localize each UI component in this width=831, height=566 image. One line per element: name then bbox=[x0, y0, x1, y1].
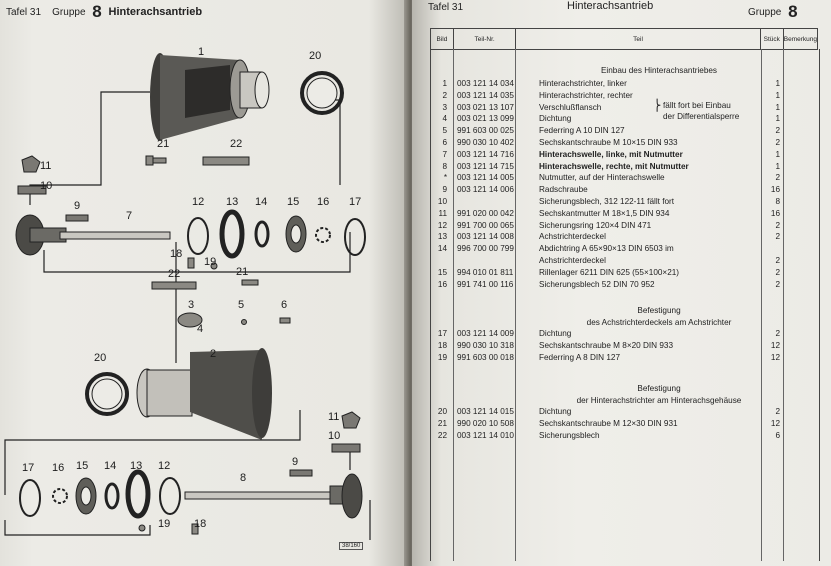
cell-pn: 990 030 10 318 bbox=[457, 340, 514, 350]
right-page bbox=[412, 0, 831, 566]
cell-desc: Abdichtring A 65×90×13 DIN 6503 im bbox=[539, 244, 674, 254]
cell-no: * bbox=[443, 173, 447, 183]
cell-desc: Hinterachswelle, linke, mit Nutmutter bbox=[539, 149, 683, 159]
cell-qty: 1 bbox=[775, 161, 780, 171]
section-title: Befestigung bbox=[637, 306, 681, 315]
cell-no: 18 bbox=[437, 340, 447, 350]
cell-no: 17 bbox=[437, 329, 447, 338]
cell-qty: 2 bbox=[775, 220, 780, 230]
cell-desc: Dichtung bbox=[539, 407, 572, 416]
cell-no: 19 bbox=[437, 352, 447, 362]
cell-pn: 996 700 00 799 bbox=[457, 244, 514, 254]
cell-pn: 003 021 13 107 bbox=[457, 102, 514, 112]
cell-desc: Verschlußflansch bbox=[539, 102, 602, 112]
callout: 21 bbox=[157, 138, 170, 150]
cell-pn: 003 121 14 035 bbox=[457, 90, 514, 100]
cell-desc: Achstrichterdeckel bbox=[539, 256, 606, 265]
cell-pn: 003 121 14 716 bbox=[457, 149, 514, 159]
guide-line bbox=[335, 100, 340, 185]
rear-axle-shaft-left bbox=[16, 215, 170, 255]
cell-desc: Dichtung bbox=[539, 114, 572, 124]
col-teil-nr: Teil-Nr. bbox=[453, 29, 515, 50]
exploded-view-diagram bbox=[0, 18, 400, 558]
callout: 19 bbox=[158, 518, 171, 530]
gruppe-number: 8 bbox=[92, 2, 102, 21]
callout: 17 bbox=[22, 462, 35, 474]
cell-pn: 991 603 00 018 bbox=[457, 352, 514, 362]
callout: 9 bbox=[292, 456, 299, 468]
cell-pn: 994 010 01 811 bbox=[457, 267, 514, 277]
cell-desc: Sechskantschraube M 10×15 DIN 933 bbox=[539, 138, 678, 147]
callout: 4 bbox=[197, 323, 204, 335]
cell-qty: 2 bbox=[775, 256, 780, 265]
page-title: Hinterachsantrieb bbox=[108, 6, 203, 18]
right-page-title: Hinterachsantrieb bbox=[567, 0, 654, 12]
cell-no: 13 bbox=[437, 232, 447, 242]
cell-desc: Federring A 8 DIN 127 bbox=[539, 352, 621, 362]
callout: 18 bbox=[194, 518, 207, 530]
callout: 15 bbox=[287, 196, 300, 208]
cell-no: 15 bbox=[437, 267, 447, 277]
cell-pn: 003 121 14 034 bbox=[457, 79, 514, 88]
cell-desc: Sicherungsblech bbox=[539, 430, 600, 440]
callout: 3 bbox=[188, 299, 195, 311]
cell-desc: Sicherungsblech 52 DIN 70 952 bbox=[539, 279, 655, 289]
callout: 13 bbox=[226, 196, 239, 208]
cell-pn: 991 741 00 116 bbox=[457, 279, 514, 289]
cell-qty: 12 bbox=[770, 418, 780, 428]
figure-number: 38/160 bbox=[339, 542, 363, 550]
callout: 20 bbox=[94, 352, 107, 364]
cell-qty: 2 bbox=[775, 126, 780, 136]
cell-no: 6 bbox=[442, 138, 447, 147]
section-subtitle: des Achstrichterdeckels am Achstrichter bbox=[586, 318, 732, 327]
cell-no: 8 bbox=[442, 161, 447, 171]
gruppe-label: Gruppe bbox=[52, 7, 86, 18]
cell-qty: 2 bbox=[775, 267, 780, 277]
cell-no: 3 bbox=[442, 102, 447, 112]
callout: 6 bbox=[281, 299, 288, 311]
cell-no: 22 bbox=[437, 430, 447, 440]
col-stueck: Stück bbox=[760, 29, 783, 50]
rear-axle-shaft-right bbox=[185, 474, 362, 518]
callout: 15 bbox=[76, 460, 89, 472]
right-tafel: Tafel 31 bbox=[428, 2, 464, 13]
parts-table-body: Einbau des Hinterachsantriebes 1 003 121 14 034 Hinterachstrichter, linker 1 2 003 121 14 035 Hinterachstrichter, rechter 1 3 003 021 13 107 Verschlußflansch 1 4 003 021 13 099 Dichtung 1 5 991 603 00 025 Federring A 10 DIN 127 2 6 990 030 10 402 Sechskantschraube M 10×15 DIN 933 2 7 003 121 14 716 Hinterachswelle, linke, mit Nutmutter 1 8 003 121 14 715 Hinterachswelle, rechte, mit Nutmutter 1 * 003 121 14 005 Nutmutter, auf der Hinterachswelle 2 9 003 121 14 006 Radschraube 16 10 Sicherungsblech, 312 122-11 fällt fort 8 11 991 020 00 042 Sechskantmutter M 18×1,5 DIN 934 16 12 991 700 00 065 Sicherungsring 120×4 DIN 471 2 13 003 121 14 008 Achstrichterdeckel 2 14 996 700 00 799 Abdichtring A 65×90×13 DIN 6503 im Achstrichterdeckel 2 15 994 010 01 811 Rillenlager 6211 DIN 625 (55×100×21) 2 16 991 741 00 116 Sicherungsblech 52 DIN 70 952 2 Befestigung des Achstrichterdeckels am Achstrichter 17 003 121 14 009 Dichtung 2 18 990 030 10 318 Sechskantschraube M 8×20 DIN 933 12 19 991 603 00 018 Federring A 8 DIN 127 12 Befestigung der Hinterachstrichter am Hinterachsgehäuse 20 003 121 14 015 Dichtung 2 21 990 020 10 508 Sechskantschraube M 12×30 DIN 931 12 22 003 121 14 010 Sicherungsblech 6 fällt fort bei Einbau der Differentialsperre ⎬ bbox=[430, 49, 820, 561]
cell-desc: Nutmutter, auf der Hinterachswelle bbox=[539, 173, 665, 183]
cell-qty: 12 bbox=[770, 352, 780, 362]
cell-desc: Hinterachswelle, rechte, mit Nutmutter bbox=[539, 161, 689, 171]
cell-qty: 1 bbox=[775, 114, 780, 124]
callout: 22 bbox=[168, 268, 181, 280]
cell-pn: 990 030 10 402 bbox=[457, 138, 514, 147]
cell-qty: 16 bbox=[770, 208, 780, 218]
cell-no: 5 bbox=[442, 126, 447, 136]
callout: 22 bbox=[230, 138, 243, 150]
callout: 12 bbox=[192, 196, 205, 208]
cell-no: 7 bbox=[442, 149, 447, 159]
cell-pn: 991 020 00 042 bbox=[457, 208, 514, 218]
callout: 10 bbox=[40, 180, 53, 192]
callout: 7 bbox=[126, 210, 133, 222]
cell-desc: Sechskantmutter M 18×1,5 DIN 934 bbox=[539, 208, 670, 218]
callout: 2 bbox=[210, 348, 217, 360]
cell-qty: 2 bbox=[775, 232, 780, 242]
col-divider bbox=[515, 49, 516, 561]
cell-no: 4 bbox=[442, 114, 447, 124]
callout: 14 bbox=[104, 460, 117, 472]
tafel-label: Tafel 31 bbox=[6, 7, 42, 18]
section-title: Einbau des Hinterachsantriebes bbox=[600, 66, 718, 75]
cell-no: 10 bbox=[437, 197, 447, 206]
cell-pn: 003 021 13 099 bbox=[457, 114, 514, 124]
gruppe-number: 8 bbox=[788, 2, 798, 21]
cell-qty: 2 bbox=[775, 279, 780, 289]
callout: 21 bbox=[236, 266, 249, 278]
rear-axle-trumpet-left bbox=[150, 53, 269, 141]
col-teil: Teil bbox=[516, 29, 760, 50]
cell-desc: Rillenlager 6211 DIN 625 (55×100×21) bbox=[539, 267, 680, 277]
cell-qty: 8 bbox=[775, 197, 780, 206]
cell-desc: Dichtung bbox=[539, 329, 572, 338]
cell-no: 16 bbox=[437, 279, 447, 289]
callout: 1 bbox=[198, 46, 205, 58]
cell-pn: 990 020 10 508 bbox=[457, 418, 514, 428]
cell-no: 20 bbox=[437, 407, 447, 416]
cell-qty: 1 bbox=[775, 149, 780, 159]
callout: 9 bbox=[74, 200, 81, 212]
cell-qty: 1 bbox=[775, 102, 780, 112]
section-title: Befestigung bbox=[637, 384, 681, 393]
callout: 18 bbox=[170, 248, 183, 260]
cell-qty: 1 bbox=[775, 90, 780, 100]
cell-desc: Radschraube bbox=[539, 185, 588, 195]
cell-pn: 003 121 14 005 bbox=[457, 173, 514, 183]
cell-qty: 6 bbox=[775, 430, 780, 440]
parts-table-header bbox=[430, 28, 818, 50]
section-subtitle: der Hinterachstrichter am Hinterachsgehäuse bbox=[576, 396, 742, 405]
cell-pn: 003 121 14 008 bbox=[457, 232, 514, 242]
cell-no: 2 bbox=[442, 90, 447, 100]
cell-pn: 003 121 14 009 bbox=[457, 329, 514, 338]
cell-qty: 12 bbox=[770, 340, 780, 350]
callout: 17 bbox=[349, 196, 362, 208]
cell-pn: 991 603 00 025 bbox=[457, 126, 514, 136]
cell-desc: Sicherungsring 120×4 DIN 471 bbox=[539, 220, 652, 230]
callout: 11 bbox=[328, 411, 340, 423]
callout: 11 bbox=[40, 160, 52, 172]
cell-qty: 2 bbox=[775, 173, 780, 183]
col-bemerkung: Bemerkung bbox=[783, 29, 817, 50]
callout: 8 bbox=[240, 472, 247, 484]
callout: 16 bbox=[52, 462, 65, 474]
cell-pn: 003 121 14 010 bbox=[457, 430, 514, 440]
callout: 14 bbox=[255, 196, 268, 208]
cell-qty: 2 bbox=[775, 407, 780, 416]
callout: 19 bbox=[204, 256, 217, 268]
left-page bbox=[0, 0, 410, 566]
cell-pn: 003 121 14 006 bbox=[457, 185, 514, 195]
callout: 5 bbox=[238, 299, 245, 311]
cell-no: 21 bbox=[437, 418, 447, 428]
brace-glyph: ⎬ bbox=[653, 100, 662, 112]
cell-no: 9 bbox=[442, 185, 447, 195]
callout: 13 bbox=[130, 460, 143, 472]
cell-no: 12 bbox=[437, 220, 447, 230]
cell-pn: 003 121 14 015 bbox=[457, 407, 514, 416]
callout: 12 bbox=[158, 460, 171, 472]
cell-qty: 2 bbox=[775, 329, 780, 338]
cell-pn: 991 700 00 065 bbox=[457, 220, 514, 230]
cell-desc: Hinterachstrichter, linker bbox=[539, 79, 627, 88]
col-divider bbox=[453, 49, 454, 561]
cell-desc: Sicherungsblech, 312 122-11 fällt fort bbox=[539, 197, 675, 206]
cell-qty: 1 bbox=[775, 79, 780, 88]
cell-desc: Achstrichterdeckel bbox=[539, 232, 606, 242]
callout: 10 bbox=[328, 430, 341, 442]
col-divider bbox=[783, 49, 784, 561]
cell-no: 1 bbox=[442, 79, 447, 88]
col-bild: Bild bbox=[431, 29, 454, 50]
cell-no: 14 bbox=[437, 244, 447, 254]
callout: 20 bbox=[309, 50, 322, 62]
cell-qty: 16 bbox=[770, 185, 780, 195]
callout: 16 bbox=[317, 196, 330, 208]
cell-qty: 2 bbox=[775, 138, 780, 147]
cell-desc: Federring A 10 DIN 127 bbox=[539, 126, 625, 136]
cell-pn: 003 121 14 715 bbox=[457, 161, 514, 171]
cell-no: 11 bbox=[438, 208, 447, 218]
cell-desc: Hinterachstrichter, rechter bbox=[539, 90, 633, 100]
rear-axle-trumpet-right bbox=[137, 348, 272, 440]
cell-desc: Sechskantschraube M 12×30 DIN 931 bbox=[539, 418, 678, 428]
cell-desc: Sechskantschraube M 8×20 DIN 933 bbox=[539, 340, 674, 350]
right-gruppe bbox=[748, 2, 802, 22]
gruppe-label: Gruppe bbox=[748, 7, 782, 18]
